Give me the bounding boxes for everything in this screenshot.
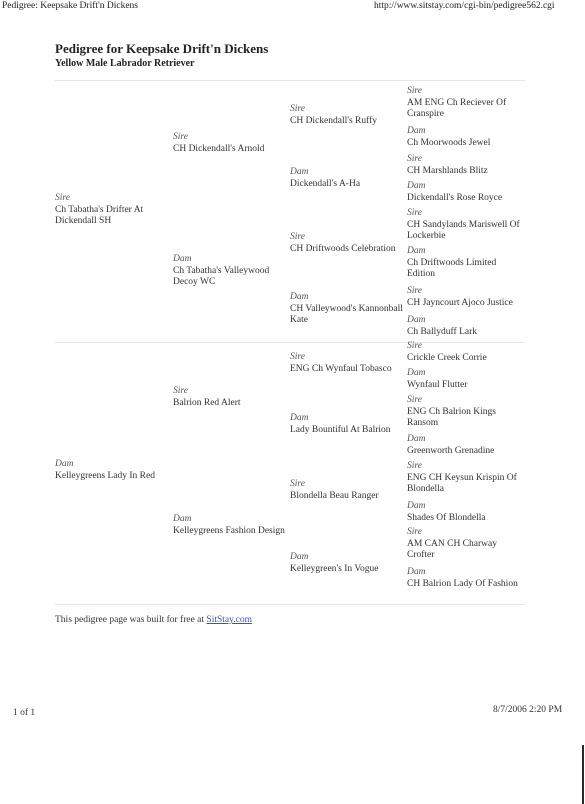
gen4-entry	[407, 368, 525, 391]
footer-text: This pedigree page was built for free at	[55, 615, 207, 625]
role-label: Dam	[290, 167, 309, 177]
gen4-entry	[407, 315, 525, 338]
role-label: Dam	[55, 459, 74, 469]
role-label: Sire	[173, 386, 188, 396]
browser-url: http://www.sitstay.com/cgi-bin/pedigree562.cgi	[374, 1, 555, 11]
dog-name: ENG Ch Balrion Kings Ransom	[407, 406, 496, 428]
gen4-entry	[407, 567, 525, 590]
dog-name: Dickendall's Rose Royce	[407, 192, 503, 203]
dog-name: CH Marshlands Blitz	[407, 165, 488, 176]
dog-name: Blondella Beau Ranger	[290, 490, 379, 501]
gen3-entry	[290, 167, 408, 190]
role-label: Sire	[55, 193, 70, 203]
sitstay-link[interactable]: SitStay.com	[206, 615, 252, 625]
role-label: Dam	[173, 254, 192, 264]
role-label: Sire	[407, 395, 422, 405]
dog-name: CH Dickendall's Arnold	[173, 143, 265, 154]
gen2-entry	[173, 132, 287, 155]
dog-name: Ch Moorwoods Jewel	[407, 137, 491, 148]
role-label: Dam	[290, 413, 309, 423]
role-label: Dam	[407, 368, 426, 378]
gen4-entry	[407, 286, 525, 309]
dog-name: Greenworth Grenadine	[407, 445, 495, 456]
role-label: Sire	[407, 527, 422, 537]
role-label: Sire	[290, 104, 305, 114]
role-label: Sire	[407, 86, 422, 96]
role-label: Sire	[173, 132, 188, 142]
gen4-entry	[407, 208, 525, 243]
role-label: Sire	[290, 479, 305, 489]
dog-name: AM CAN CH Charway Crofter	[407, 538, 497, 560]
gen4-entry	[407, 246, 525, 281]
gen4-entry	[407, 395, 525, 430]
dog-name: Wynfaul Flutter	[407, 379, 468, 390]
role-label: Sire	[290, 232, 305, 242]
row-divider	[55, 604, 525, 605]
row-divider	[55, 80, 525, 81]
dog-name: ENG CH Keysun Krispin Of Blondella	[407, 472, 517, 494]
role-label: Sire	[407, 341, 422, 351]
page-title: Pedigree for Keepsake Drift'n Dickens	[55, 41, 269, 56]
gen3-entry	[290, 352, 408, 375]
gen3-entry	[290, 552, 408, 575]
role-label: Dam	[290, 552, 309, 562]
gen3-entry	[290, 232, 408, 255]
dog-name: Kelleygreens Fashion Design	[173, 525, 285, 536]
dog-name: Balrion Red Alert	[173, 397, 241, 408]
dog-name: Crickle Creek Corrie	[407, 352, 487, 363]
dog-name: CH Jayncourt Ajoco Justice	[407, 297, 513, 308]
dog-name: CH Dickendall's Ruffy	[290, 115, 378, 126]
print-datetime: 8/7/2006 2:20 PM	[493, 705, 563, 715]
dog-name: Kelleygreen's In Vogue	[290, 563, 379, 574]
dog-name: Shades Of Blondella	[407, 512, 486, 523]
dog-name: Ch Driftwoods Limited Edition	[407, 257, 497, 279]
role-label: Dam	[290, 292, 309, 302]
gen4-entry	[407, 461, 525, 496]
role-label: Dam	[407, 567, 426, 577]
dog-name: CH Valleywood's Kannonball Kate	[290, 303, 403, 325]
role-label: Dam	[407, 501, 426, 511]
dog-name: Ch Tabatha's Valleywood Decoy WC	[173, 265, 270, 287]
gen1-dam	[55, 459, 170, 482]
role-label: Dam	[407, 126, 426, 136]
role-label: Dam	[407, 315, 426, 325]
gen3-entry	[290, 104, 408, 127]
role-label: Dam	[173, 514, 192, 524]
gen1-sire	[55, 193, 170, 228]
gen4-entry	[407, 86, 525, 121]
footer-note	[55, 615, 252, 625]
gen2-entry	[173, 514, 287, 537]
gen2-entry	[173, 254, 287, 289]
dog-name: ENG Ch Wynfaul Tobasco	[290, 363, 392, 374]
dog-name: Ch Tabatha's Drifter At Dickendall SH	[55, 204, 144, 226]
browser-page-title: Pedigree: Keepsake Drift'n Dickens	[2, 1, 138, 11]
role-label: Dam	[407, 246, 426, 256]
role-label: Sire	[290, 352, 305, 362]
gen4-entry	[407, 126, 525, 149]
dog-name: Kelleygreens Lady In Red	[55, 470, 155, 481]
role-label: Sire	[407, 208, 422, 218]
gen4-entry	[407, 341, 525, 364]
dog-name: CH Balrion Lady Of Fashion	[407, 578, 518, 589]
gen3-entry	[290, 292, 408, 327]
dog-name: CH Driftwoods Celebration	[290, 243, 396, 254]
role-label: Sire	[407, 461, 422, 471]
scan-edge-mark	[582, 745, 584, 804]
gen3-entry	[290, 479, 408, 502]
page-count: 1 of 1	[13, 708, 36, 718]
dog-name: Lady Bountiful At Balrion	[290, 424, 391, 435]
gen3-entry	[290, 413, 408, 436]
page-subtitle: Yellow Male Labrador Retriever	[55, 58, 195, 69]
gen2-entry	[173, 386, 287, 409]
role-label: Sire	[407, 154, 422, 164]
gen4-entry	[407, 181, 525, 204]
dog-name: CH Sandylands Mariswell Of Lockerbie	[407, 219, 520, 241]
dog-name: AM ENG Ch Reciever Of Cranspire	[407, 97, 507, 119]
pedigree-table	[55, 80, 525, 605]
gen4-entry	[407, 154, 525, 177]
role-label: Dam	[407, 434, 426, 444]
gen4-entry	[407, 501, 525, 524]
role-label: Sire	[407, 286, 422, 296]
role-label: Dam	[407, 181, 426, 191]
dog-name: Dickendall's A-Ha	[290, 178, 361, 189]
dog-name: Ch Ballyduff Lark	[407, 326, 478, 337]
gen4-entry	[407, 434, 525, 457]
gen4-entry	[407, 527, 525, 562]
